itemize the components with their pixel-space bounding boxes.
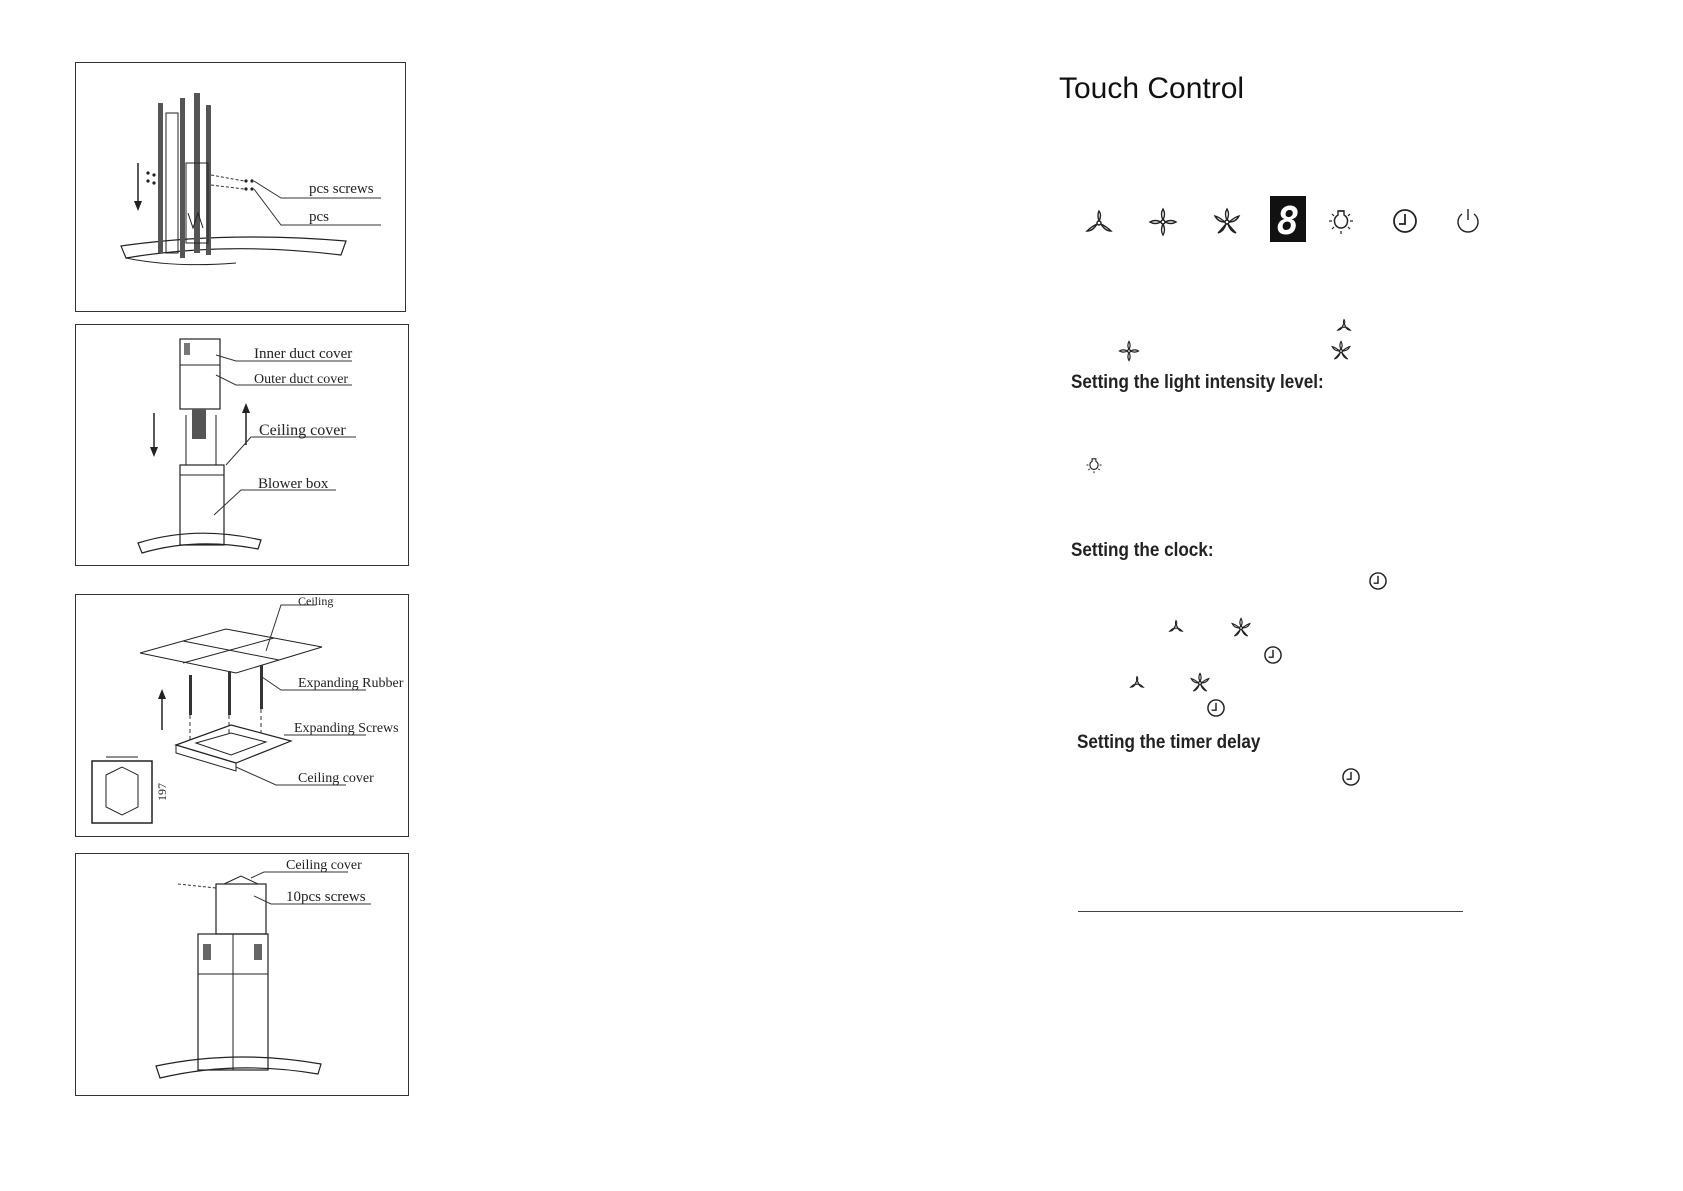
heading-timer-delay: Setting the timer delay <box>1077 732 1261 753</box>
power-icon[interactable] <box>1453 206 1483 236</box>
clock-icon[interactable] <box>1390 206 1420 236</box>
label-expanding-screws: Expanding Screws <box>294 721 399 736</box>
figure-1-panel <box>75 62 406 312</box>
light-icon <box>1084 454 1104 476</box>
digit-display <box>1270 196 1306 242</box>
label-expanding-rubber: Expanding Rubber <box>298 676 404 691</box>
label-inner-duct-cover: Inner duct cover <box>254 346 353 362</box>
fan-speed-1-icon <box>1336 318 1352 334</box>
touch-control-panel <box>1060 190 1480 250</box>
label-pcs-screws: pcs screws <box>309 181 374 197</box>
clock-icon <box>1205 697 1227 719</box>
divider-line <box>1078 911 1463 912</box>
clock-icon <box>1262 644 1284 666</box>
label-ceiling-cover: Ceiling cover <box>259 422 346 439</box>
fan-speed-1-icon[interactable] <box>1084 208 1114 238</box>
fan-speed-3-icon <box>1189 672 1211 694</box>
clock-icon <box>1340 766 1362 788</box>
figure-3-panel <box>75 594 409 837</box>
label-ceiling-cover: Ceiling cover <box>298 771 374 786</box>
figure-2-drawing <box>76 325 410 567</box>
label-blower-box: Blower box <box>258 476 329 492</box>
figure-3-drawing <box>76 595 410 838</box>
fan-speed-1-icon <box>1168 619 1184 635</box>
display-digit: 8 <box>1276 199 1300 242</box>
dimension-label: 197 <box>155 783 169 801</box>
figure-1-drawing <box>76 63 407 313</box>
label-10pcs-screws: 10pcs screws <box>286 889 366 905</box>
light-icon[interactable] <box>1325 204 1357 238</box>
clock-icon <box>1367 570 1389 592</box>
fan-speed-3-icon <box>1330 340 1352 362</box>
fan-speed-1-icon <box>1129 675 1145 691</box>
fan-speed-2-icon[interactable] <box>1148 207 1178 237</box>
label-outer-duct-cover: Outer duct cover <box>254 372 349 387</box>
figure-2-panel <box>75 324 409 566</box>
fan-speed-3-icon <box>1230 617 1252 639</box>
fan-speed-2-icon <box>1118 340 1140 362</box>
label-ceiling-cover: Ceiling cover <box>286 858 362 873</box>
figure-4-drawing <box>76 854 410 1097</box>
page-title: Touch Control <box>1059 72 1245 105</box>
heading-light-intensity: Setting the light intensity level: <box>1071 372 1324 393</box>
figure-4-panel <box>75 853 409 1096</box>
label-ceiling: Ceiling <box>298 595 334 608</box>
fan-speed-3-icon[interactable] <box>1212 207 1242 237</box>
label-pcs: pcs <box>309 209 329 225</box>
heading-clock: Setting the clock: <box>1071 540 1214 561</box>
